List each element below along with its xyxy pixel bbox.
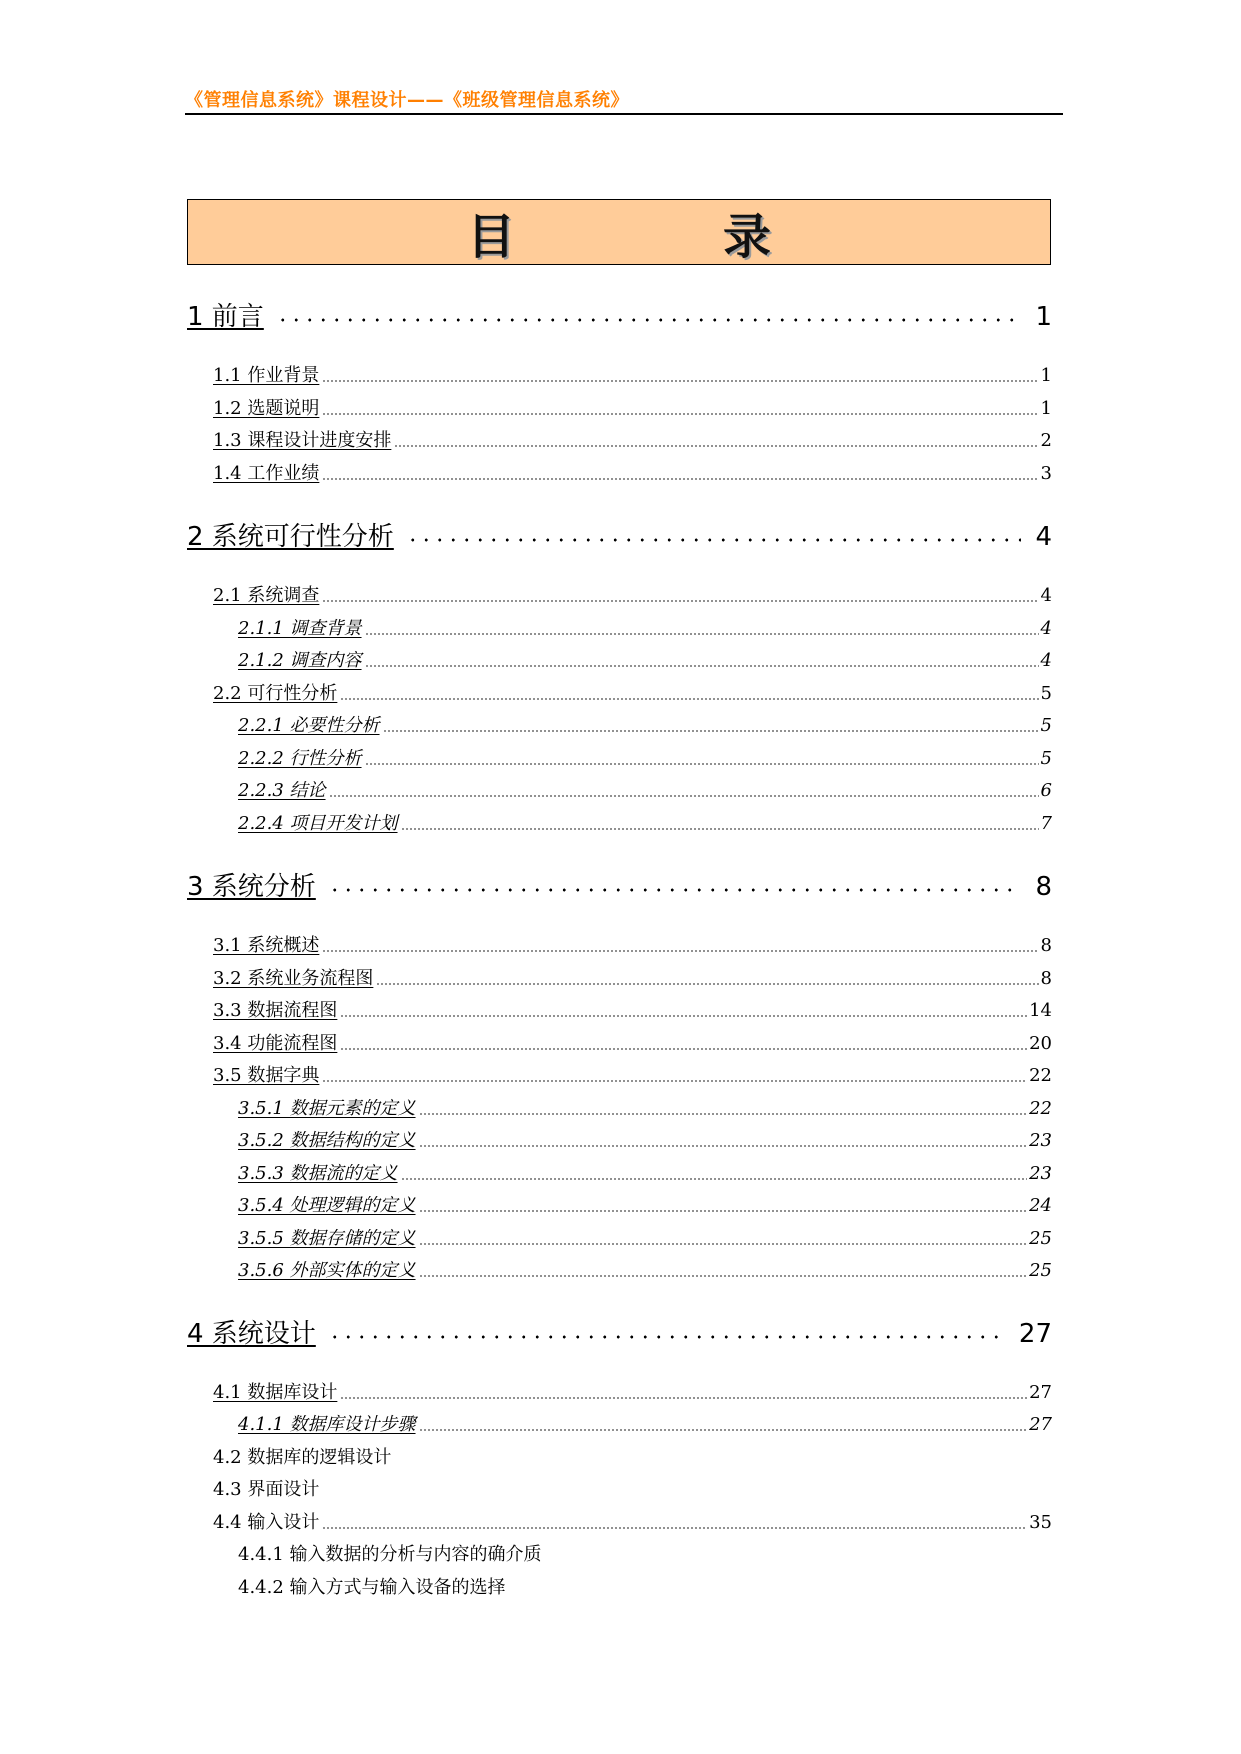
toc-entry-page: 5 <box>1040 683 1052 704</box>
toc-entry-page: 27 <box>1018 1319 1052 1349</box>
leader-dots <box>329 794 1039 798</box>
leader-dots <box>328 887 1022 893</box>
toc-entry-4-4 <box>213 1508 1052 1534</box>
toc-entry-label: 4 系统设计 <box>187 1319 316 1349</box>
toc-entry-label: 3.5.6 外部实体的定义 <box>238 1260 416 1281</box>
toc-entry-label: 1.2 选题说明 <box>213 398 320 419</box>
toc-title: 目 录 <box>466 208 851 265</box>
toc-title-box <box>187 199 1051 265</box>
leader-dots <box>322 1079 1027 1083</box>
toc-entry-label: 3.5.1 数据元素的定义 <box>238 1098 416 1119</box>
toc-entry-label: 2 系统可行性分析 <box>187 522 394 552</box>
leader-dots <box>419 1274 1028 1278</box>
toc-entry-label: 4.4 输入设计 <box>213 1512 320 1533</box>
toc-entry-page: 27 <box>1029 1414 1052 1435</box>
toc-entry-4-1-1[interactable] <box>238 1410 1052 1436</box>
toc-entry-1-2[interactable] <box>213 394 1052 420</box>
toc-entry-label: 3.1 系统概述 <box>213 935 320 956</box>
toc-entry-page: 8 <box>1040 935 1052 956</box>
toc-entry-4-4-2 <box>238 1573 1052 1599</box>
toc-entry-2-1-2[interactable] <box>238 646 1052 672</box>
toc-entry-label: 4.4.1 输入数据的分析与内容的确介质 <box>238 1544 542 1565</box>
toc-entry-1-3[interactable] <box>213 426 1052 452</box>
toc-entry-label: 3.3 数据流程图 <box>213 1000 338 1021</box>
leader-dots <box>322 379 1038 383</box>
toc-entry-3-5-2[interactable] <box>238 1126 1052 1152</box>
toc-entry-chapter-3[interactable] <box>187 866 1052 903</box>
toc-entry-2-1-1[interactable] <box>238 614 1052 640</box>
toc-entry-page: 23 <box>1029 1163 1052 1184</box>
toc-entry-4-1[interactable] <box>213 1378 1052 1404</box>
toc-entry-label: 2.2 可行性分析 <box>213 683 338 704</box>
toc-entry-page: 8 <box>1035 872 1052 902</box>
leader-dots <box>376 982 1038 986</box>
toc-entry-label: 3.4 功能流程图 <box>213 1033 338 1054</box>
toc-entry-label: 1.3 课程设计进度安排 <box>213 430 392 451</box>
toc-entry-page: 5 <box>1040 748 1052 769</box>
toc-entry-3-5[interactable] <box>213 1061 1052 1087</box>
toc-entry-label: 4.3 界面设计 <box>213 1479 320 1500</box>
toc-entry-page: 2 <box>1040 430 1052 451</box>
leader-dots <box>276 317 1022 323</box>
toc-entry-label: 2.2.3 结论 <box>238 780 326 801</box>
leader-dots <box>365 762 1039 766</box>
leader-dots <box>322 477 1038 481</box>
toc-entry-page: 4 <box>1040 618 1052 639</box>
toc-entry-page: 4 <box>1040 650 1052 671</box>
toc-entry-label: 4.1.1 数据库设计步骤 <box>238 1414 416 1435</box>
leader-dots <box>401 827 1039 831</box>
toc-entry-label: 2.1 系统调查 <box>213 585 320 606</box>
toc-entry-3-1[interactable] <box>213 931 1052 957</box>
leader-dots <box>419 1112 1028 1116</box>
toc-entry-label: 2.2.1 必要性分析 <box>238 715 380 736</box>
toc-entry-label: 2.2.2 行性分析 <box>238 748 362 769</box>
toc-entry-page: 5 <box>1040 715 1052 736</box>
toc-entry-2-2-2[interactable] <box>238 744 1052 770</box>
toc-entry-label: 3.5 数据字典 <box>213 1065 320 1086</box>
toc-entry-3-4[interactable] <box>213 1029 1052 1055</box>
toc-entry-3-5-6[interactable] <box>238 1256 1052 1282</box>
toc-entry-label: 4.1 数据库设计 <box>213 1382 338 1403</box>
leader-dots <box>419 1242 1028 1246</box>
toc-entry-page: 6 <box>1040 780 1052 801</box>
toc-entry-page: 25 <box>1029 1260 1052 1281</box>
toc-entry-chapter-4[interactable] <box>187 1313 1052 1350</box>
leader-dots <box>419 1428 1028 1432</box>
leader-dots <box>365 664 1039 668</box>
toc-entry-2-2-3[interactable] <box>238 776 1052 802</box>
toc-entry-label: 3.5.3 数据流的定义 <box>238 1163 398 1184</box>
toc-entry-1-1[interactable] <box>213 361 1052 387</box>
leader-dots <box>394 444 1038 448</box>
toc-entry-3-5-1[interactable] <box>238 1094 1052 1120</box>
toc-entry-label: 1.4 工作业绩 <box>213 463 320 484</box>
toc-entry-page: 22 <box>1029 1065 1052 1086</box>
toc-entry-page: 25 <box>1029 1228 1052 1249</box>
toc-entry-label: 1 前言 <box>187 302 264 332</box>
toc-entry-page: 14 <box>1029 1000 1052 1021</box>
toc-entry-3-5-3[interactable] <box>238 1159 1052 1185</box>
toc-entry-label: 3.5.4 处理逻辑的定义 <box>238 1195 416 1216</box>
leader-dots <box>340 1014 1027 1018</box>
leader-dots <box>322 599 1038 603</box>
toc-entry-1-4[interactable] <box>213 459 1052 485</box>
toc-entry-page: 3 <box>1040 463 1052 484</box>
toc-entry-3-2[interactable] <box>213 964 1052 990</box>
toc-entry-2-2-1[interactable] <box>238 711 1052 737</box>
toc-entry-label: 4.4.2 输入方式与输入设备的选择 <box>238 1577 506 1598</box>
toc-entry-page: 8 <box>1040 968 1052 989</box>
leader-dots <box>322 412 1038 416</box>
toc-entry-page: 24 <box>1029 1195 1052 1216</box>
toc-entry-label: 1.1 作业背景 <box>213 365 320 386</box>
toc-entry-page: 4 <box>1035 522 1052 552</box>
toc-entry-page: 7 <box>1040 813 1052 834</box>
toc-entry-chapter-2[interactable] <box>187 516 1052 553</box>
leader-dots <box>340 1396 1027 1400</box>
toc-entry-label: 3.2 系统业务流程图 <box>213 968 374 989</box>
leader-dots <box>406 537 1022 543</box>
toc-entry-page: 4 <box>1040 585 1052 606</box>
toc-entry-page: 22 <box>1029 1098 1052 1119</box>
toc-entry-label: 4.2 数据库的逻辑设计 <box>213 1447 392 1468</box>
toc-entry-label: 3 系统分析 <box>187 872 316 902</box>
toc-entry-3-3[interactable] <box>213 996 1052 1022</box>
leader-dots <box>322 949 1038 953</box>
toc-entry-label: 2.2.4 项目开发计划 <box>238 813 398 834</box>
toc-entry-page: 35 <box>1029 1512 1052 1533</box>
toc-entry-2-2[interactable] <box>213 679 1052 705</box>
toc-entry-page: 1 <box>1040 398 1052 419</box>
toc-entry-label: 2.1.2 调查内容 <box>238 650 362 671</box>
document-header: 《管理信息系统》课程设计——《班级管理信息系统》 <box>185 90 629 111</box>
toc-entry-page: 1 <box>1040 365 1052 386</box>
toc-entry-2-2-4[interactable] <box>238 809 1052 835</box>
leader-dots <box>322 1526 1027 1530</box>
leader-dots <box>340 1047 1027 1051</box>
toc-entry-chapter-1[interactable] <box>187 296 1052 333</box>
toc-entry-page: 1 <box>1035 302 1052 332</box>
leader-dots <box>365 632 1039 636</box>
toc-entry-4-4-1 <box>238 1540 1052 1566</box>
toc-entry-label: 3.5.5 数据存储的定义 <box>238 1228 416 1249</box>
toc-entry-label: 3.5.2 数据结构的定义 <box>238 1130 416 1151</box>
toc-entry-3-5-5[interactable] <box>238 1224 1052 1250</box>
toc-entry-page: 27 <box>1029 1382 1052 1403</box>
leader-dots <box>419 1209 1028 1213</box>
toc-entry-page: 23 <box>1029 1130 1052 1151</box>
toc-entry-2-1[interactable] <box>213 581 1052 607</box>
toc-entry-4-3 <box>213 1475 1052 1501</box>
leader-dots <box>419 1144 1028 1148</box>
toc-entry-page: 20 <box>1029 1033 1052 1054</box>
leader-dots <box>401 1177 1028 1181</box>
leader-dots <box>340 697 1038 701</box>
toc-entry-3-5-4[interactable] <box>238 1191 1052 1217</box>
toc-entry-4-2 <box>213 1443 1052 1469</box>
header-rule <box>185 113 1063 115</box>
leader-dots <box>328 1334 1005 1340</box>
leader-dots <box>383 729 1039 733</box>
toc-entry-label: 2.1.1 调查背景 <box>238 618 362 639</box>
